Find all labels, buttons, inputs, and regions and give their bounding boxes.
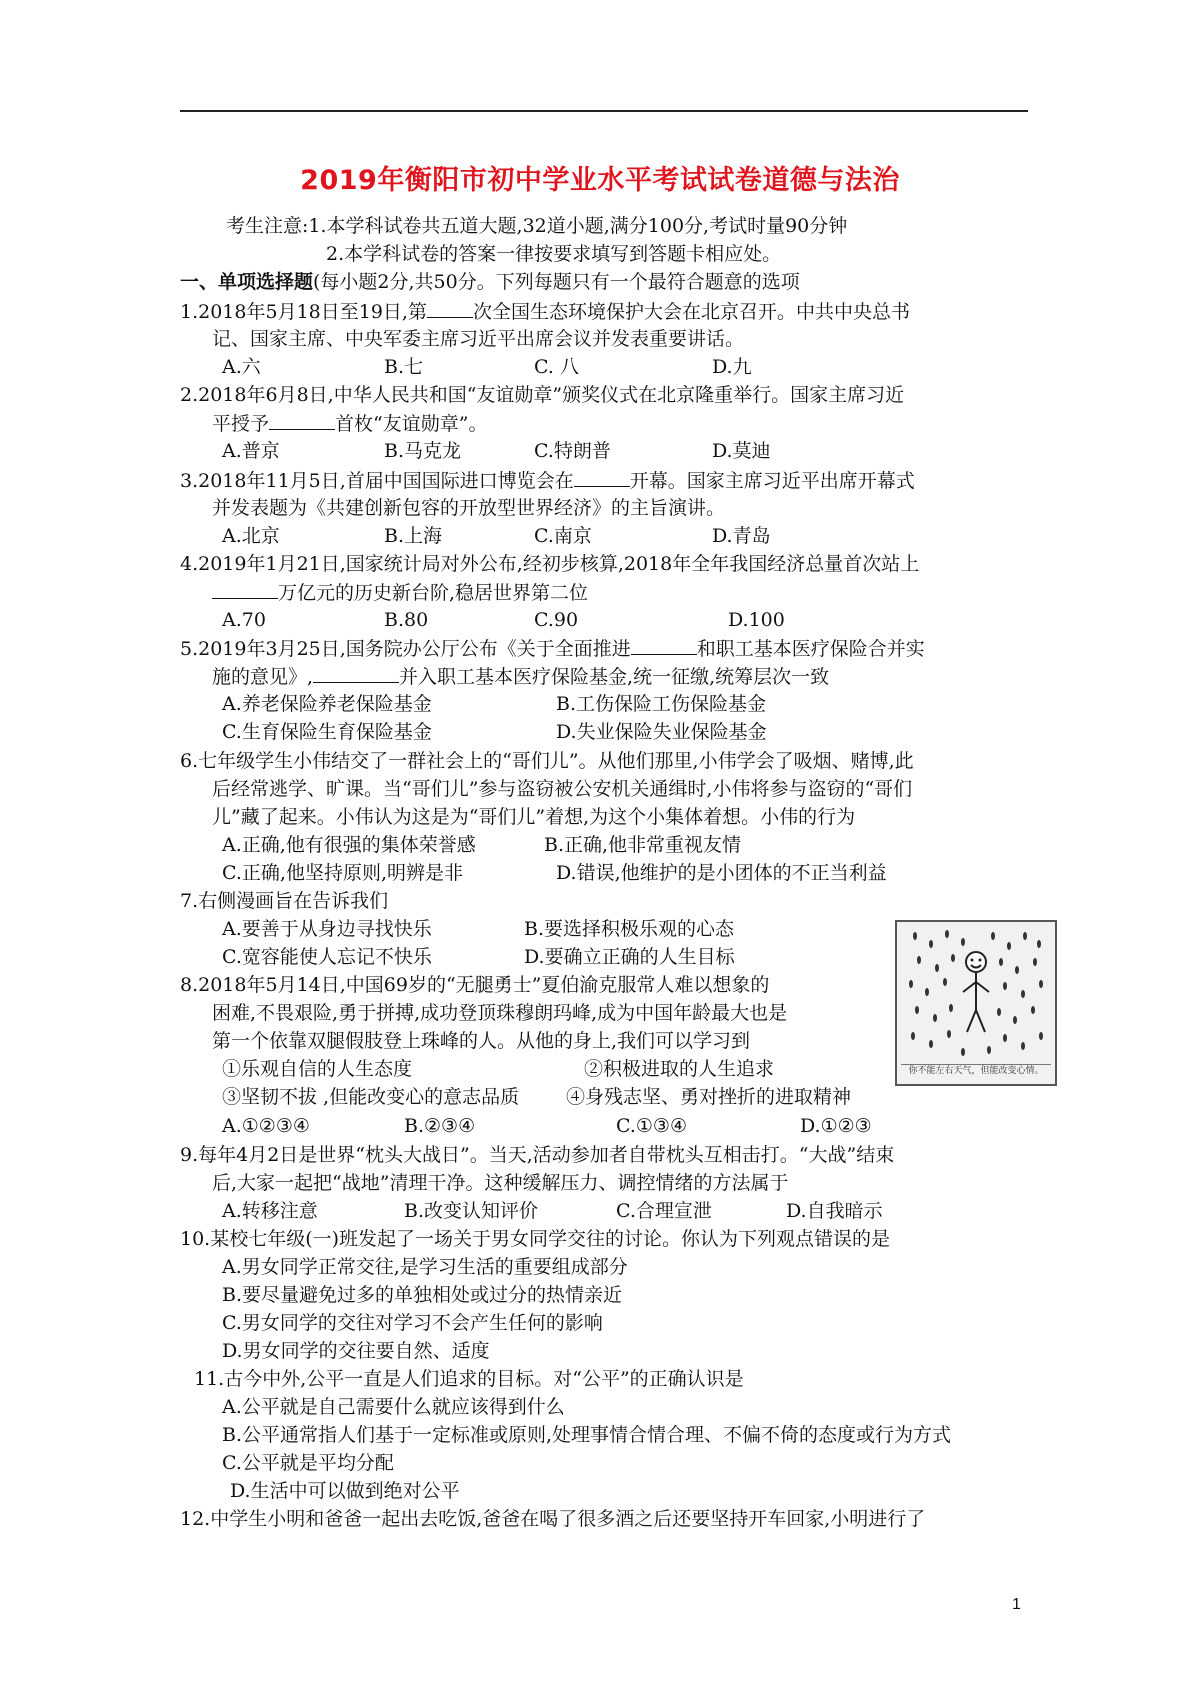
section-heading bbox=[180, 268, 800, 296]
question-4-text-b: 万亿元的历史新台阶,稳居世界第二位 bbox=[278, 582, 589, 604]
question-1-text-b: 次全国生态环境保护大会在北京召开。中共中央总书 bbox=[472, 301, 910, 323]
option-b: B.80 bbox=[384, 609, 429, 631]
option-a: A.公平就是自己需要什么就应该得到什么 bbox=[222, 1396, 565, 1418]
option-b: B.②③④ bbox=[404, 1115, 476, 1137]
option-c: C.公平就是平均分配 bbox=[222, 1452, 394, 1474]
answer-blank bbox=[631, 634, 697, 655]
question-5-text-a: 5.2019年3月25日,国务院办公厅公布《关于全面推进 bbox=[180, 638, 631, 660]
option-b: B.上海 bbox=[384, 525, 443, 547]
statement-1: ①乐观自信的人生态度 bbox=[222, 1058, 413, 1080]
notice-line-2: 2.本学科试卷的答案一律按要求填写到答题卡相应处。 bbox=[326, 243, 782, 265]
option-a: A.北京 bbox=[222, 525, 280, 547]
question-1-line-2: 记、国家主席、中央军委主席习近平出席会议并发表重要讲话。 bbox=[212, 328, 745, 350]
option-c: C. 八 bbox=[534, 356, 579, 378]
header-rule bbox=[180, 110, 1028, 112]
question-9-line-1: 9.每年4月2日是世界“枕头大战日”。当天,活动参加者自带枕头互相击打。“大战”结束 bbox=[180, 1144, 895, 1166]
option-b: B.工伤保险工伤保险基金 bbox=[556, 693, 767, 715]
question-8-line-1: 8.2018年5月14日,中国69岁的“无腿勇士”夏伯渝克服常人难以想象的 bbox=[180, 974, 770, 996]
question-1-text-a: 1.2018年5月18日至19日,第 bbox=[180, 301, 427, 323]
option-c: C.合理宣泄 bbox=[616, 1200, 712, 1222]
question-5-line-1 bbox=[180, 634, 925, 663]
option-c: C.特朗普 bbox=[534, 440, 611, 462]
question-2-line-2 bbox=[212, 409, 487, 438]
question-10-line-1: 10.某校七年级(一)班发起了一场关于男女同学交往的讨论。你认为下列观点错误的是 bbox=[180, 1228, 891, 1250]
option-c: C.①③④ bbox=[616, 1115, 687, 1137]
question-3-line-2: 并发表题为《共建创新包容的开放型世界经济》的主旨演讲。 bbox=[212, 497, 726, 519]
option-a: A.①②③④ bbox=[222, 1115, 310, 1137]
option-c: C.南京 bbox=[534, 525, 592, 547]
cartoon-caption: 你不能左右天气，但能改变心情。 bbox=[901, 1064, 1051, 1077]
option-d: D.①②③ bbox=[800, 1115, 872, 1137]
question-5-line-2 bbox=[212, 662, 829, 691]
answer-blank bbox=[269, 409, 335, 430]
question-8-line-3: 第一个依靠双腿假肢登上珠峰的人。从他的身上,我们可以学习到 bbox=[212, 1030, 751, 1052]
option-a: A.养老保险养老保险基金 bbox=[222, 693, 432, 715]
question-6-line-2: 后经常逃学、旷课。当“哥们儿”参与盗窃被公安机关通缉时,小伟将参与盗窃的“哥们 bbox=[212, 778, 913, 800]
option-b: B.改变认知评价 bbox=[404, 1200, 539, 1222]
question-2-text-b: 平授予 bbox=[212, 413, 270, 435]
question-3-text-b: 开幕。国家主席习近平出席开幕式 bbox=[629, 470, 915, 492]
option-d: D.失业保险失业保险基金 bbox=[556, 721, 767, 743]
option-b: B.马克龙 bbox=[384, 440, 462, 462]
notice-line-1: 考生注意:1.本学科试卷共五道大题,32道小题,满分100分,考试时量90分钟 bbox=[226, 215, 848, 237]
question-11-line-1: 11.古今中外,公平一直是人们追求的目标。对“公平”的正确认识是 bbox=[194, 1368, 744, 1390]
option-c: C.正确,他坚持原则,明辨是非 bbox=[222, 862, 463, 884]
question-2-line-1: 2.2018年6月8日,中华人民共和国“友谊勋章”颁奖仪式在北京隆重举行。国家主席习近 bbox=[180, 384, 905, 406]
option-b: B.七 bbox=[384, 356, 424, 378]
question-6-line-1: 6.七年级学生小伟结交了一群社会上的“哥们儿”。从他们那里,小伟学会了吸烟、赌博,此 bbox=[180, 750, 914, 772]
option-a: A.要善于从身边寻找快乐 bbox=[222, 918, 432, 940]
option-d: D.错误,他维护的是小团体的不正当利益 bbox=[556, 862, 887, 884]
option-d: D.男女同学的交往要自然、适度 bbox=[222, 1340, 490, 1362]
answer-blank bbox=[212, 578, 278, 599]
question-2-text-c: 首枚“友谊勋章”。 bbox=[335, 413, 488, 435]
rain-cartoon-image bbox=[895, 920, 1057, 1086]
answer-blank bbox=[427, 297, 473, 318]
option-a: A.转移注意 bbox=[222, 1200, 318, 1222]
page-title: 2019年衡阳市初中学业水平考试试卷道德与法治 bbox=[300, 165, 900, 196]
question-6-line-3: 儿”藏了起来。小伟认为这是为“哥们儿”着想,为这个小集体着想。小伟的行为 bbox=[212, 806, 856, 828]
option-a: A.男女同学正常交往,是学习生活的重要组成部分 bbox=[222, 1256, 628, 1278]
option-b: B.公平通常指人们基于一定标准或原则,处理事情合情合理、不偏不倚的态度或行为方式 bbox=[222, 1424, 952, 1446]
option-c: C.男女同学的交往对学习不会产生任何的影响 bbox=[222, 1312, 603, 1334]
option-c: C.90 bbox=[534, 609, 579, 631]
option-c: C.宽容能使人忘记不快乐 bbox=[222, 946, 432, 968]
section-desc: (每小题2分,共50分。下列每题只有一个最符合题意的选项 bbox=[313, 271, 800, 293]
question-4-line-2 bbox=[212, 578, 588, 607]
question-5-text-c: 施的意见》, bbox=[212, 666, 314, 688]
option-d: D.要确立正确的人生目标 bbox=[524, 946, 735, 968]
answer-blank bbox=[574, 466, 630, 487]
section-label: 一、单项选择题 bbox=[180, 271, 314, 293]
page-number: 1 bbox=[1012, 1596, 1021, 1613]
question-7-line-1: 7.右侧漫画旨在告诉我们 bbox=[180, 890, 389, 912]
statement-4: ④身残志坚、勇对挫折的进取精神 bbox=[566, 1086, 852, 1108]
question-5-text-b: 和职工基本医疗保险合并实 bbox=[696, 638, 925, 660]
option-d: D.莫迪 bbox=[712, 440, 771, 462]
option-b: B.要尽量避免过多的单独相处或过分的热情亲近 bbox=[222, 1284, 623, 1306]
question-4-line-1: 4.2019年1月21日,国家统计局对外公布,经初步核算,2018年全年我国经济总量首次站上 bbox=[180, 553, 920, 575]
option-d: D.生活中可以做到绝对公平 bbox=[230, 1480, 460, 1502]
option-a: A.70 bbox=[222, 609, 266, 631]
option-d: D.九 bbox=[712, 356, 752, 378]
option-a: A.普京 bbox=[222, 440, 280, 462]
option-a: A.六 bbox=[222, 356, 261, 378]
answer-blank bbox=[313, 662, 399, 683]
option-d: D.青岛 bbox=[712, 525, 771, 547]
option-d: D.自我暗示 bbox=[786, 1200, 883, 1222]
statement-3: ③坚韧不拔 ,但能改变心的意志品质 bbox=[222, 1086, 520, 1108]
question-3-line-1 bbox=[180, 466, 915, 495]
statement-2: ②积极进取的人生追求 bbox=[584, 1058, 775, 1080]
option-c: C.生育保险生育保险基金 bbox=[222, 721, 432, 743]
question-8-line-2: 困难,不畏艰险,勇于拼搏,成功登顶珠穆朗玛峰,成为中国年龄最大也是 bbox=[212, 1002, 788, 1024]
smiling-figure-in-rain-icon bbox=[897, 922, 1055, 1062]
option-b: B.要选择积极乐观的心态 bbox=[524, 918, 735, 940]
option-a: A.正确,他有很强的集体荣誉感 bbox=[222, 834, 476, 856]
question-5-text-d: 并入职工基本医疗保险基金,统一征缴,统筹层次一致 bbox=[399, 666, 830, 688]
question-1-line-1 bbox=[180, 297, 910, 326]
option-d: D.100 bbox=[728, 609, 785, 631]
option-b: B.正确,他非常重视友情 bbox=[544, 834, 742, 856]
question-9-line-2: 后,大家一起把“战地”清理干净。这种缓解压力、调控情绪的方法属于 bbox=[212, 1172, 789, 1194]
question-3-text-a: 3.2018年11月5日,首届中国国际进口博览会在 bbox=[180, 470, 574, 492]
question-12-line-1: 12.中学生小明和爸爸一起出去吃饭,爸爸在喝了很多酒之后还要坚持开车回家,小明进行了 bbox=[180, 1508, 926, 1530]
